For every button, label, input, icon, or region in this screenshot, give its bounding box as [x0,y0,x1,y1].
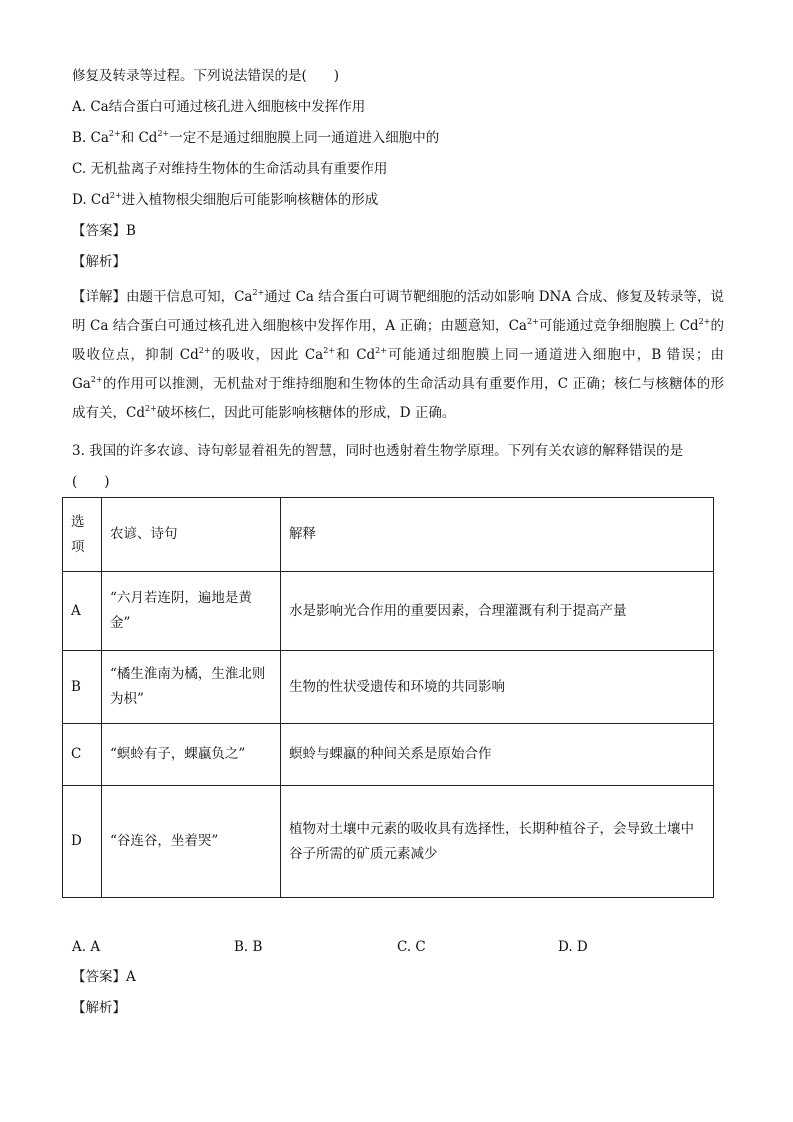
q3-stem: 3. 我国的许多农谚、诗句彰显着祖先的智慧，同时也透射着生物学原理。下列有关农谚的解释错误的是 [72,443,684,459]
q2-answer: 【答案】B [72,223,136,239]
table-header-cell: 解释 [281,498,714,572]
table-cell-proverb: “六月若连阴，遍地是黄金” [102,572,281,651]
q2-detail: 【详解】由题干信息可知，$Ca^{2+}$通过 Ca 结合蛋白可调节靶细胞的活动如影响 DNA 合成、修复及转录等，说明 Ca 结合蛋白可通过核孔进入细胞核中发挥作用，A 正确；由题意知，$Ca^{2+}$可能通过竞争细胞膜上 $Cd^{2+}$的吸收位点，抑制 $Cd^{2+}$的吸收，因此 $Ca^{2+}$和 $Cd^{2+}$可能通过细胞膜上同一通道进入细胞中，B 错误；由 $Ga^{2+}$的作用可以推测，无机盐对于维持细胞和生物体的生命活动具有重要作用，C 正确；核仁与核糖体的形成有关，$Cd^{2+}$破坏核仁，因此可能影响核糖体的形成，D 正确。 [72,288,725,421]
q3-stem-paren: ( ) [72,474,110,490]
table-cell-proverb: “橘生淮南为橘，生淮北则为枳” [102,651,281,724]
table-cell-option: C [63,724,102,786]
q3-analysis-label: 【解析】 [72,1000,126,1016]
q3-option-a: A. A [72,939,101,955]
q3-option-d: D. D [558,939,588,955]
table-cell-option: B [63,651,102,724]
table-cell-explanation: 螟蛉与蜾蠃的种间关系是原始合作 [281,724,714,786]
table-cell-explanation: 水是影响光合作用的重要因素，合理灌溉有利于提高产量 [281,572,714,651]
q2-option-d: D. $Cd^{2+}$进入植物根尖细胞后可能影响核糖体的形成 [72,191,379,208]
table-cell-explanation: 植物对土壤中元素的吸收具有选择性，长期种植谷子，会导致土壤中谷子所需的矿质元素减少 [281,786,714,898]
table-cell-option: A [63,572,102,651]
q2-option-b: B. $Ca^{2+}$和 $Cd^{2+}$一定不是通过细胞膜上同一通道进入细胞中的 [72,129,440,146]
table-cell-option: D [63,786,102,898]
q3-option-c: C. C [397,939,426,955]
table-cell-explanation: 生物的性状受遗传和环境的共同影响 [281,651,714,724]
q2-option-c: C. 无机盐离子对维持生物体的生命活动具有重要作用 [72,161,388,177]
q3-option-b: B. B [234,939,263,955]
q3-table [62,497,714,898]
table-cell-proverb: “螟蛉有子，蜾蠃负之” [102,724,281,786]
table-row [63,651,714,724]
q2-stem-tail: 修复及转录等过程。下列说法错误的是( ) [72,68,340,84]
table-header-cell: 选项 [63,498,102,572]
table-row [63,786,714,898]
table-header-cell: 农谚、诗句 [102,498,281,572]
table-row [63,572,714,651]
q3-answer: 【答案】A [72,969,136,985]
q2-analysis-label: 【解析】 [72,254,126,270]
table-row [63,724,714,786]
table-cell-proverb: “谷连谷，坐着哭” [102,786,281,898]
q2-option-a: A. Ca结合蛋白可通过核孔进入细胞核中发挥作用 [72,99,366,115]
table-header-row [63,498,714,572]
